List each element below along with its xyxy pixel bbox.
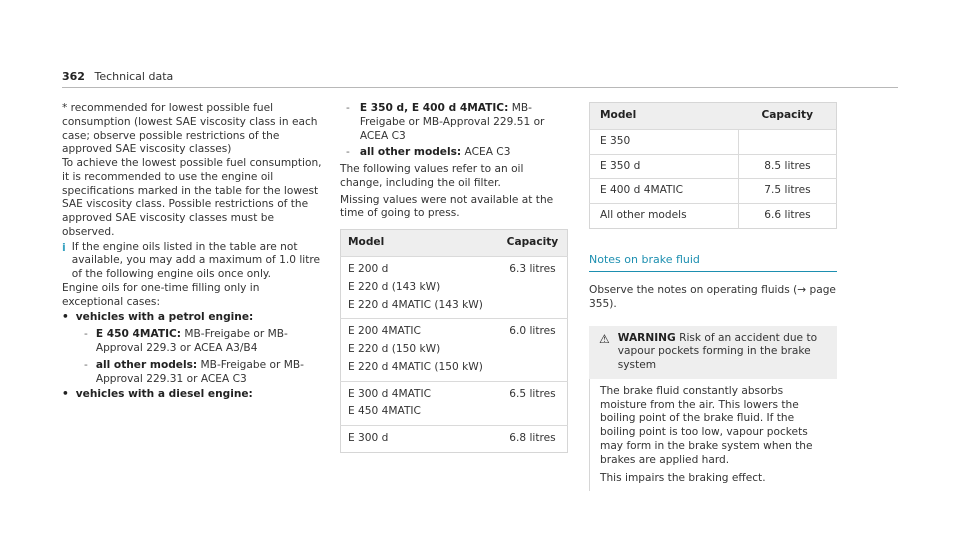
column-header-capacity: Capacity [498, 230, 568, 257]
table-row [590, 204, 837, 229]
dash-icon: - [346, 146, 350, 159]
capacity-cell: 6.0 litres [498, 319, 568, 381]
dash-icon: - [346, 102, 350, 114]
operating-fluids-paragraph: Observe the notes on operating fluids (→ page 355). [589, 284, 836, 310]
info-note [62, 241, 324, 282]
table-row [590, 129, 837, 154]
table-header-row [590, 103, 837, 130]
model-cell: E 300 d [341, 426, 498, 453]
oil-capacity-table-continued [589, 102, 837, 229]
list-item [62, 388, 324, 402]
footnote-paragraph: * recommended for lowest possible fuel consumption (lowest SAE viscosity class in each case; observe possible restrictions of the approved SAE viscosity classes) [62, 102, 318, 156]
list-item [340, 102, 568, 143]
header-divider [62, 87, 898, 88]
oil-spec: MB-Freigabe or MB-Approval 229.51 or ACEA C3 [359, 102, 545, 142]
warning-body [589, 379, 837, 491]
info-note-text: If the engine oils listed in the table are not available, you may add a maximum of 1.0 litre of the following engine oils once only. [71, 240, 320, 281]
warning-paragraph: This impairs the braking effect. [600, 471, 766, 484]
oil-spec: MB-Freigabe or MB-Approval 229.3 or ACEA A3/B4 [95, 328, 288, 355]
column-right [589, 102, 837, 491]
warning-paragraph: The brake fluid constantly absorbs moisture from the air. This lowers the boiling point of the brake fluid. If the boiling point is too low, vapour pockets may form in the brake system when the brakes are applied hard. [600, 384, 813, 466]
capacity-cell: 6.5 litres [498, 381, 568, 426]
model-cell: E 200 4MATIC E 220 d (150 kW) E 220 d 4MATIC (150 kW) [341, 319, 498, 381]
model-label: E 350 d, E 400 d 4MATIC: [359, 102, 509, 114]
warning-label: WARNING [617, 331, 676, 344]
dash-icon: - [84, 328, 88, 341]
table-row [341, 381, 568, 426]
bullet-icon: • [62, 311, 69, 324]
column-header-model: Model [590, 103, 739, 130]
table-row [341, 257, 568, 319]
model-label: all other models: [95, 358, 198, 371]
model-cell: E 350 [590, 129, 739, 154]
table-row [341, 319, 568, 381]
table-row [590, 179, 837, 204]
list-item [340, 146, 568, 160]
dash-icon: - [84, 358, 88, 371]
missing-values-paragraph: Missing values were not available at the time of going to press. [340, 193, 554, 220]
column-left [62, 102, 324, 402]
info-icon: i [62, 240, 66, 254]
bullet-icon: • [62, 388, 69, 401]
capacity-cell [739, 129, 837, 154]
oil-change-paragraph: The following values refer to an oil change, including the oil filter. [340, 163, 524, 189]
capacity-cell: 7.5 litres [739, 179, 837, 204]
page-number: 362 [62, 70, 85, 83]
model-cell: All other models [590, 204, 739, 229]
column-header-capacity: Capacity [739, 103, 837, 130]
warning-box [589, 326, 837, 492]
capacity-cell: 6.8 litres [498, 426, 568, 453]
warning-icon: ⚠ [599, 331, 610, 346]
model-cell: E 350 d [590, 154, 739, 179]
petrol-engine-heading: vehicles with a petrol engine: [75, 311, 254, 324]
list-item [62, 311, 324, 325]
capacity-cell: 6.3 litres [498, 257, 568, 319]
oil-spec: ACEA C3 [461, 146, 511, 159]
model-cell: E 400 d 4MATIC [590, 179, 739, 204]
oil-spec: MB-Freigabe or MB-Approval 229.31 or ACEA C3 [95, 358, 304, 385]
model-label: all other models: [359, 146, 462, 159]
warning-text: Risk of an accident due to vapour pockets forming in the brake system [617, 331, 818, 372]
capacity-cell: 8.5 litres [739, 154, 837, 179]
exceptional-cases-paragraph: Engine oils for one-time filling only in exceptional cases: [62, 281, 260, 308]
oil-capacity-table [340, 229, 568, 453]
model-cell: E 200 d E 220 d (143 kW) E 220 d 4MATIC (143 kW) [341, 257, 498, 319]
column-header-model: Model [341, 230, 498, 257]
table-header-row [341, 230, 568, 257]
list-item [62, 328, 324, 356]
section-title-brake-fluid: Notes on brake fluid [589, 253, 837, 272]
warning-header [589, 326, 837, 379]
list-item [62, 359, 324, 387]
model-label: E 450 4MATIC: [95, 328, 182, 341]
table-row [341, 426, 568, 453]
model-cell: E 300 d 4MATIC E 450 4MATIC [341, 381, 498, 426]
diesel-engine-heading: vehicles with a diesel engine: [75, 388, 253, 401]
table-row [590, 154, 837, 179]
column-middle [340, 102, 568, 453]
capacity-cell: 6.6 litres [739, 204, 837, 229]
page-section-title: Technical data [94, 70, 174, 83]
recommendation-paragraph: To achieve the lowest possible fuel consumption, it is recommended to use the engine oil specifications marked in the table for the lowest SAE viscosity class. Possible restrictions of the approved SAE viscosity classes must be observed. [62, 157, 322, 238]
